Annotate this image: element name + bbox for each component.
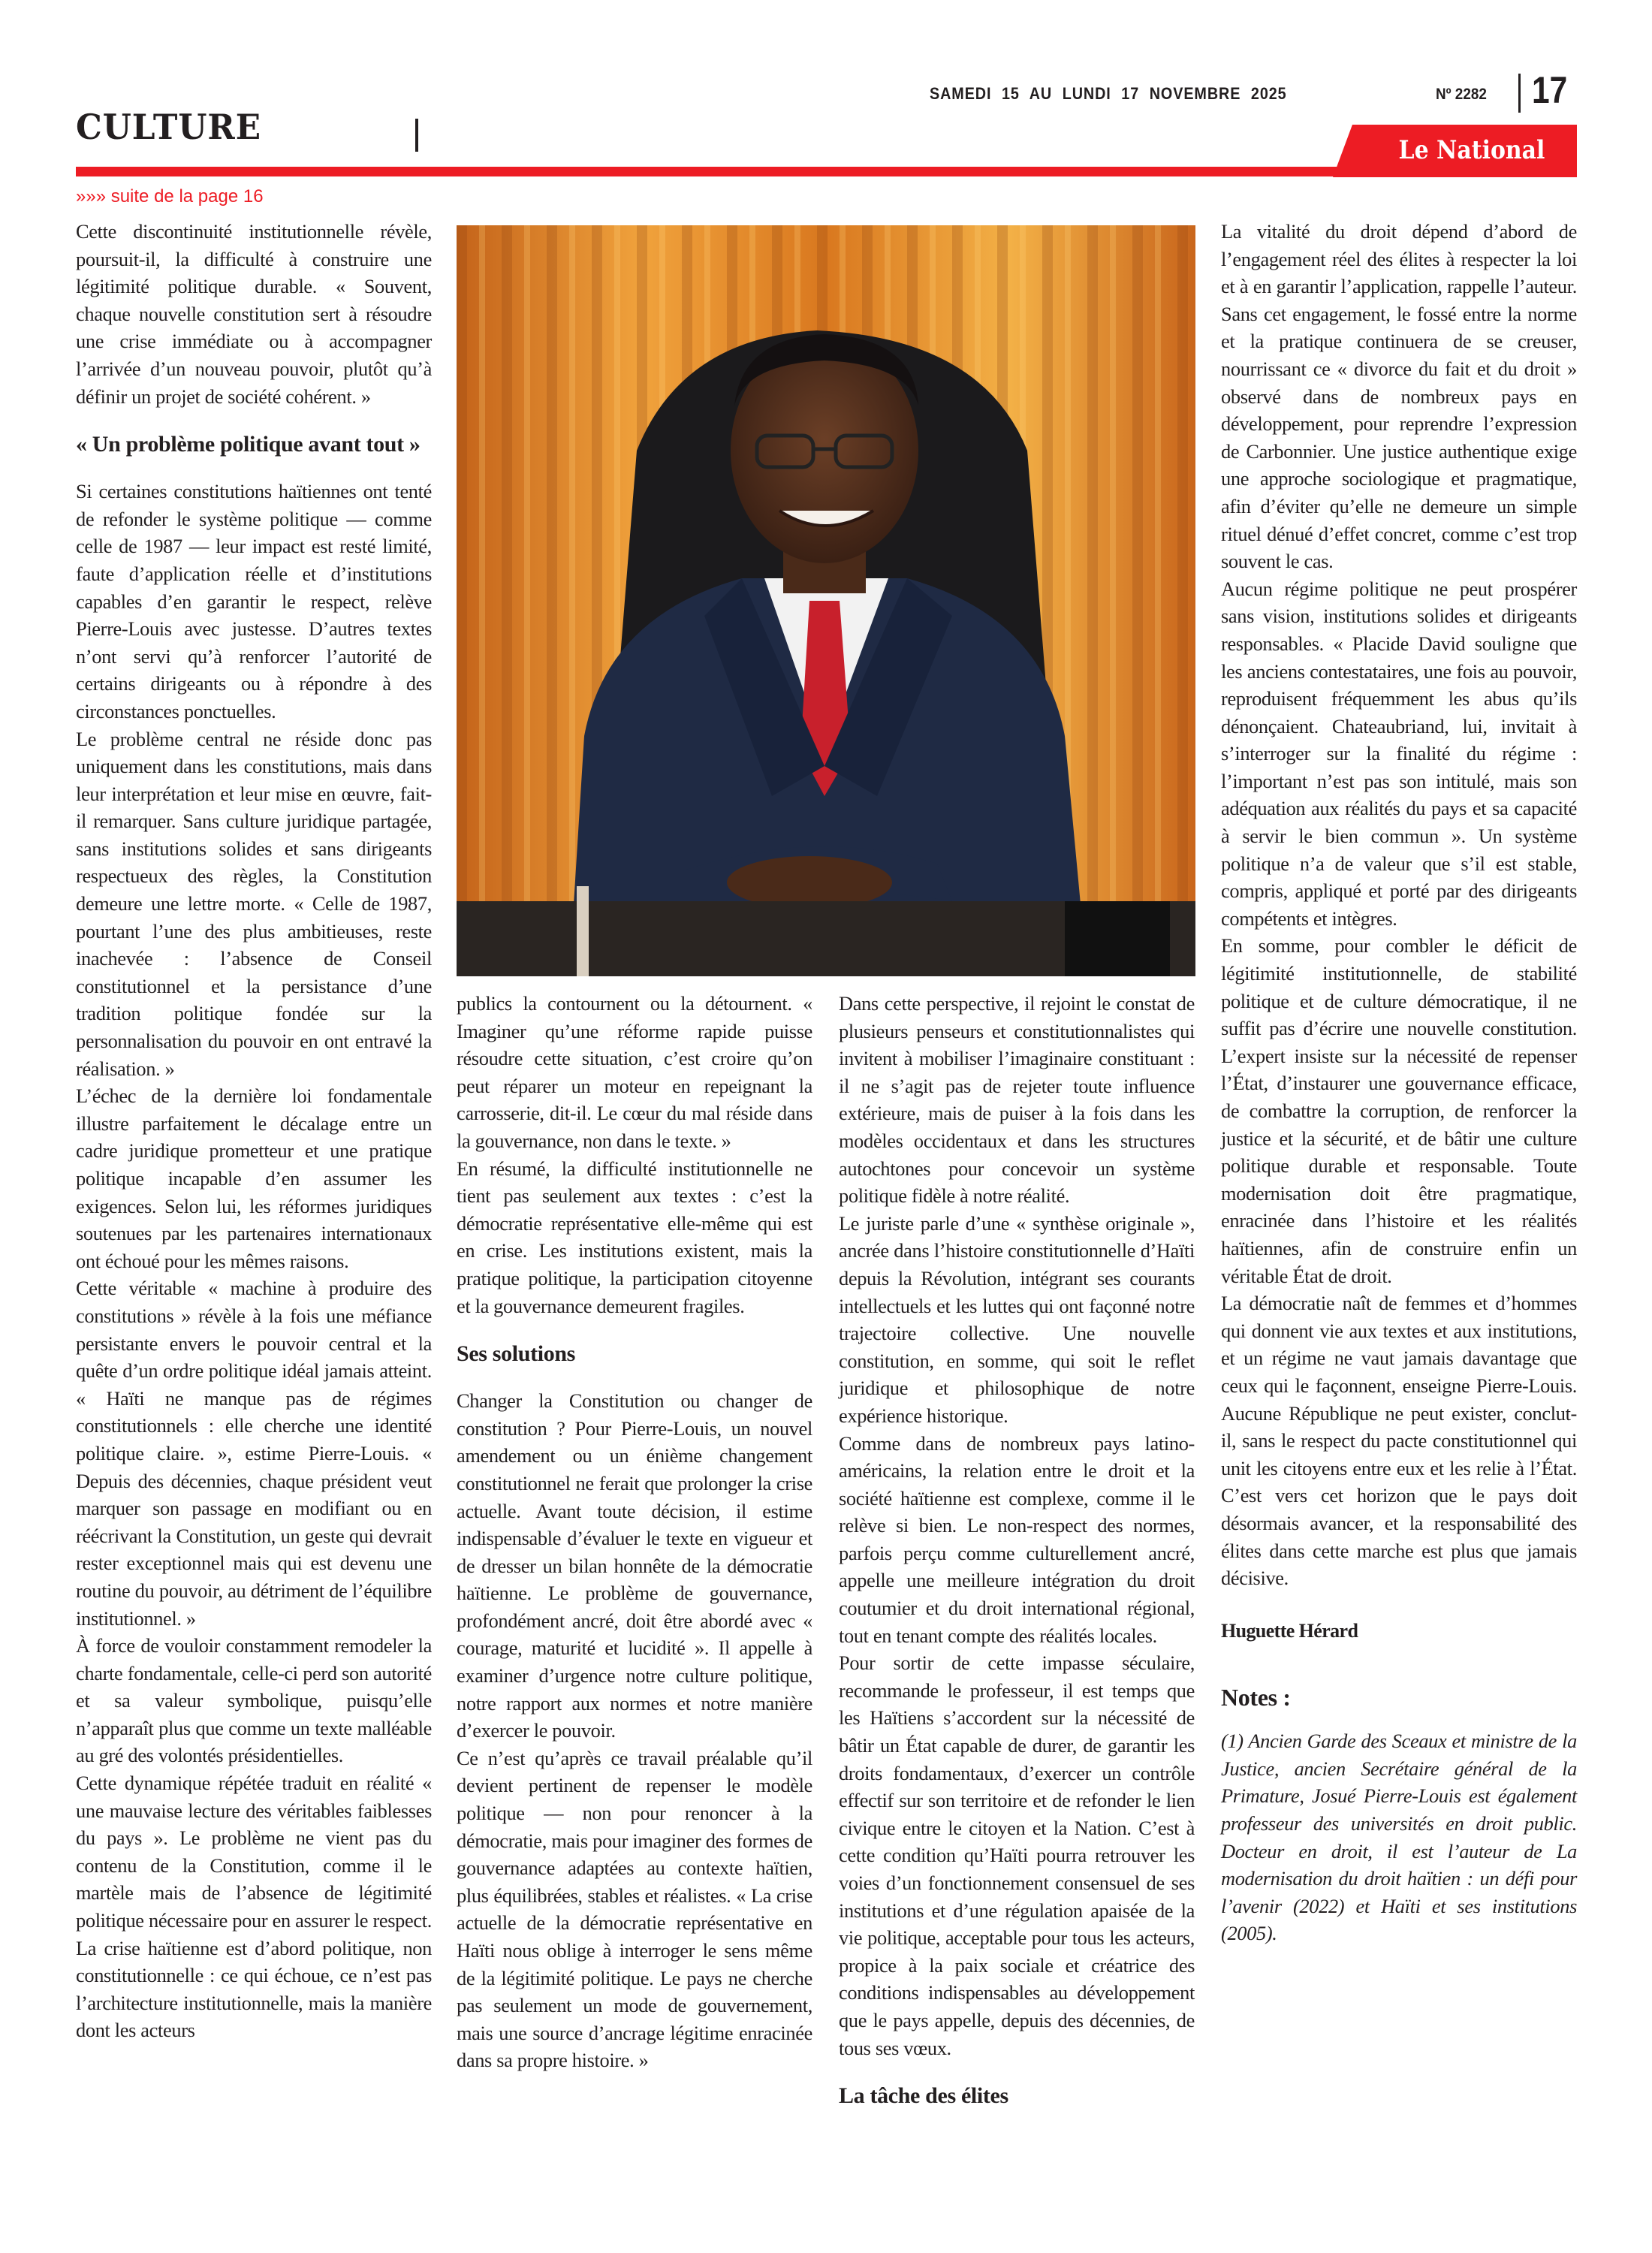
author-byline: Huguette Hérard <box>1221 1619 1358 1642</box>
paragraph: La démocratie naît de femmes et d’hommes qui donnent vie aux textes et aux institutions, et un régime ne vaut jamais davantage que ceux qui le façonnent, enseigne Pierre-Louis. Aucune République ne peut exister, conclut-il, sans le respect du pacte constitutionnel qui unit les citoyens entre eux et les relie à l’État. C’est vers cet horizon que le pays doit désormais avancer, et la responsabilité des élites dans cette marche est plus que jamais décisive. <box>1221 1292 1577 1590</box>
header-rule <box>76 167 1577 176</box>
issue-number: Nº 2282 <box>1436 86 1487 103</box>
paragraph: publics la contournent ou la détournent. « Imaginer qu’une réforme rapide puisse résoudre cette situation, c’est croire qu’on peut réparer un moteur en repeignant la carrosserie, dit-il. Le cœur du mal réside dans la gouvernance, non dans le texte. » <box>457 992 812 1152</box>
paragraph: Aucun régime politique ne peut prospérer sans vision, institutions solides et dirigeants responsables. « Placide David souligne que les anciens contestataires, une fois au pouvoir, reproduisent fréquemment les abus qu’ils dénonçaient. Chateaubriand, lui, invitait à s’interroger sur la finalité du régime : l’important n’est pas son intitulé, mais son adéquation aux réalités du pays et sa capacité à servir le bien commun ». Un système politique n’a de valeur que s’il est stable, compris, appliqué et porté par des dirigeants compétents et intègres. <box>1221 577 1577 930</box>
paragraph: Le juriste parle d’une « synthèse originale », ancrée dans l’histoire constitutionnelle d’Haïti depuis la Révolution, intégrant ses courants intellectuels et les luttes qui ont façonné notre trajectoire collective. Une nouvelle constitution, en somme, qui soit le reflet juridique et philosophique de notre expérience historique. <box>839 1211 1195 1427</box>
continued-from: »»» suite de la page 16 <box>76 186 264 207</box>
article-column-1 <box>76 218 432 2044</box>
paragraph: Cette véritable « machine à produire des constitutions » révèle à la fois une méfiance persistante envers le pouvoir central et la quête d’un ordre politique idéal jamais atteint. « Haïti ne manque pas de régimes constitutionnels : elle cherche une identité politique claire. », estime Pierre-Louis. « Depuis des décennies, chaque président veut marquer son passage en modifiant ou en réécrivant la Constitution, un geste qui devrait rester exceptionnel mais qui est devenu une routine du pouvoir, au détriment de l’équilibre institutionnel. » <box>76 1277 432 1630</box>
paragraph: Ce n’est qu’après ce travail préalable qu’il devient pertinent de repenser le modèle politique — non pour renoncer à la démocratie, mais pour imaginer des formes de gouvernance adaptées au contexte haïtien, plus équilibrées, stables et réalistes. « La crise actuelle de la démocratie représentative en Haïti nous oblige à interroger le sens même de la légitimité politique. Le pays ne cherche pas seulement un mode de gouvernement, mais une source d’ancrage légitime enracinée dans sa propre histoire. » <box>457 1746 812 2072</box>
paragraph: Pour sortir de cette impasse séculaire, recommande le professeur, il est temps que les Haïtiens s’accordent sur la nécessité de bâtir un État capable de durer, de garantir les droits fondamentaux, d’exercer un contrôle effectif sur son territoire et de refonder le lien civique entre le citoyen et la Nation. C’est à cette condition qu’Haïti pourra retrouver les voies d’un fonctionnement consensuel de ses institutions et d’une régulation apaisée de la vie politique, acceptable pour tous les acteurs, propice à la paix sociale et créatrice des conditions indispensables au développement que le pays appelle, depuis des décennies, de tous ses vœux. <box>839 1651 1195 2059</box>
paragraph: La vitalité du droit dépend d’abord de l’engagement réel des élites à respecter la loi et à en garantir l’application, rappelle l’auteur. Sans cet engagement, le fossé entre la norme et la pratique continuera de se creuser, nourrissant ce « divorce du fait et du droit » observé dans de nombreux pays en développement, pour reprendre l’expression de Carbonnier. Une justice authentique exige une approche sociologique et pragmatique, afin d’éviter qu’elle ne demeure un simple rituel dénué d’effet concret, comme c’est trop souvent le cas. <box>1221 220 1577 573</box>
portrait-photo <box>457 225 1195 976</box>
header-divider <box>1518 74 1521 113</box>
paragraph: Cette discontinuité institutionnelle révèle, poursuit-il, la difficulté à construire une légitimité politique durable. « Souvent, chaque nouvelle constitution sert à résoudre une crise immédiate ou à accompagner l’arrivée d’un nouveau pouvoir, plutôt qu’à définir un projet de société cohérent. » <box>76 220 432 408</box>
paragraph: Le problème central ne réside donc pas uniquement dans les constitutions, mais dans leur interprétation et leur mise en œuvre, fait-il remarquer. Sans culture juridique partagée, sans institutions solides et sans dirigeants respectueux des règles, la Constitution demeure une lettre morte. « Celle de 1987, pourtant l’une des plus ambitieuses, reste inachevée : l’absence de Conseil constitutionnel et la persistance d’une tradition politique fondée sur la personnalisation du pouvoir en ont entravé la réalisation. » <box>76 727 432 1080</box>
section-title: CULTURE <box>76 107 261 147</box>
paragraph: Dans cette perspective, il rejoint le constat de plusieurs penseurs et constitutionnalistes qui invitent à mobiliser l’imaginaire constituant : il ne s’agit pas de rejeter toute influence extérieure, mais de puiser à la fois dans les modèles occidentaux et dans les structures autochtones pour concevoir un système politique fidèle à notre réalité. <box>839 992 1195 1208</box>
subheading: Ses solutions <box>457 1341 576 1367</box>
portrait-photo-icon <box>457 225 1195 976</box>
paragraph: Comme dans de nombreux pays latino-américains, la relation entre le droit et la société haïtienne est complexe, comme il le relève si bien. Le non-respect des normes, parfois perçu comme culturellement ancré, appelle une meilleure intégration du droit coutumier et du droit international régional, tout en tenant compte des réalités locales. <box>839 1431 1195 1647</box>
paragraph: En somme, pour combler le déficit de légitimité institutionnelle, de stabilité politique et de culture démocratique, il ne suffit pas d’écrire une nouvelle constitution. L’expert insiste sur la nécessité de repenser l’État, d’instaurer une gouvernance efficace, de combattre la corruption, de renforcer la justice et la sécurité, et de bâtir une culture politique durable et responsable. Toute modernisation doit être pragmatique, enracinée dans l’histoire et les réalités haïtiennes, afin de construire enfin un véritable État de droit. <box>1221 934 1577 1287</box>
paragraph: Si certaines constitutions haïtiennes ont tenté de refonder le système politique — comme celle de 1987 — leur impact est resté limité, faute d’application réelle et d’institutions capables d’en garantir le respect, relève Pierre-Louis avec justesse. D’autres textes n’ont servi qu’à renforcer l’autorité de certains dirigeants ou à répondre à des circonstances ponctuelles. <box>76 480 432 722</box>
paragraph: L’échec de la dernière loi fondamentale illustre parfaitement le décalage entre un cadre juridique prometteur et une pratique politique incapable d’en assumer les exigences. Selon lui, les réformes juridiques soutenues par les partenaires internationaux ont échoué pour les mêmes raisons. <box>76 1084 432 1272</box>
article-column-3 <box>839 990 1195 2129</box>
paragraph: À force de vouloir constamment remodeler la charte fondamentale, celle-ci perd son autorité et sa valeur symbolique, puisqu’elle n’apparaît plus que comme un texte malléable au gré des volontés présidentielles. <box>76 1634 432 1767</box>
paragraph: Changer la Constitution ou changer de constitution ? Pour Pierre-Louis, un nouvel amendement ou un énième changement constitutionnel ne ferait que prolonger la crise actuelle. Avant toute décision, il estime indispensable d’évaluer le texte en vigueur et de dresser un bilan honnête de la démocratie haïtienne. Le problème de gouvernance, profondément ancré, doit être abordé avec « courage, maturité et lucidité ». Il appelle à examiner d’urgence notre culture politique, notre rapport aux normes et notre manière d’exercer le pouvoir. <box>457 1389 812 1742</box>
paragraph: Cette dynamique répétée traduit en réalité « une mauvaise lecture des véritables faiblesses du pays ». Le problème ne vient pas du contenu de la Constitution, comme il le martèle mais de l’absence de légitimité politique nécessaire pour en assurer le respect. La crise haïtienne est d’abord politique, non constitutionnelle : ce qui échoue, ce n’est pas l’architecture institutionnelle, mais la manière dont les acteurs <box>76 1772 432 2042</box>
notes-heading: Notes : <box>1221 1684 1291 1712</box>
article-column-2 <box>457 990 812 2074</box>
section-divider <box>415 119 418 152</box>
article-column-4 <box>1221 218 1577 1947</box>
subheading: La tâche des élites <box>839 2083 1008 2109</box>
brand-logo: Le National <box>1398 135 1545 165</box>
footnote: (1) Ancien Garde des Sceaux et ministre de la Justice, ancien Secrétaire général de la Primature, Josué Pierre-Louis est également professeur des universités en droit public. Docteur en droit, il est l’auteur de La modernisation du droit haïtien : un défi pour l’avenir (2022) et Haïti et ses institutions (2005). <box>1221 1730 1577 1945</box>
subheading: « Un problème politique avant tout » <box>76 432 421 457</box>
paragraph: En résumé, la difficulté institutionnelle ne tient pas seulement aux textes : c’est la démocratie représentative elle-même qui est en crise. Les institutions existent, mais la pratique politique, la participation citoyenne et la gouvernance demeurent fragiles. <box>457 1157 812 1317</box>
issue-date: SAMEDI 15 AU LUNDI 17 NOVEMBRE 2025 <box>930 84 1287 103</box>
page-number: 17 <box>1532 69 1568 111</box>
